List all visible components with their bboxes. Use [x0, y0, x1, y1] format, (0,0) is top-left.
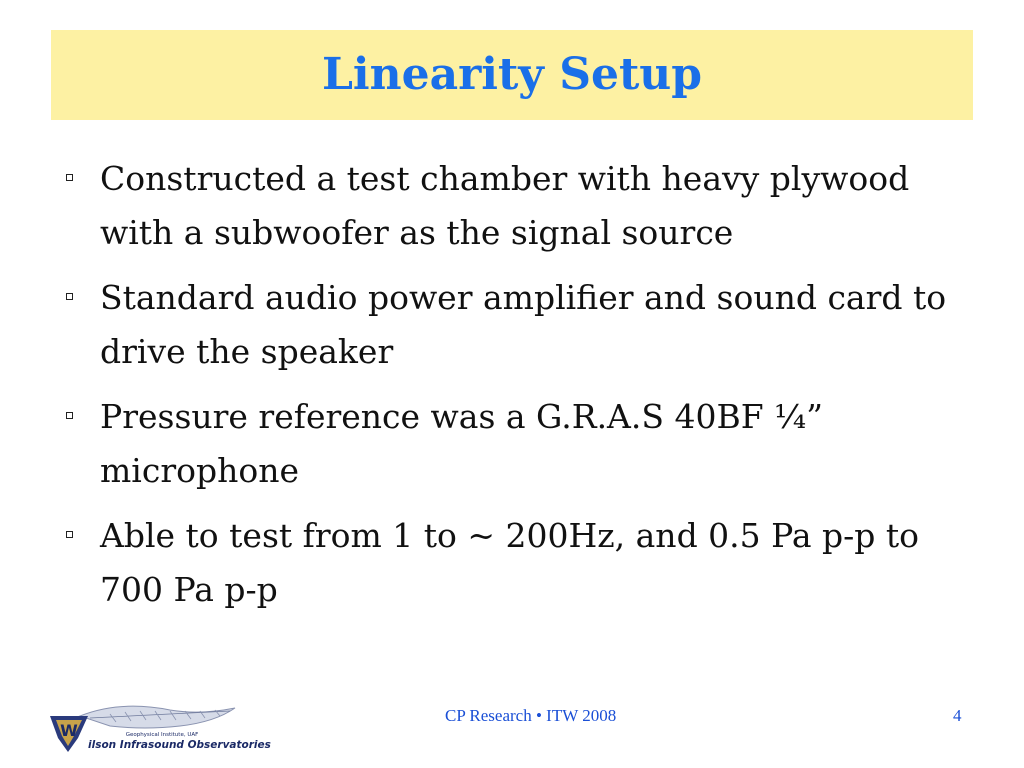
bullet-text: Pressure reference was a G.R.A.S 40BF ¼” microphone: [100, 397, 823, 490]
bullet-text: Able to test from 1 to ~ 200Hz, and 0.5 Pa p-p to 700 Pa p-p: [100, 516, 920, 609]
logo-mark: W: [60, 721, 78, 740]
slide-title: Linearity Setup: [321, 49, 703, 100]
bullet-item: [60, 509, 960, 617]
bullet-square-icon: [66, 293, 73, 300]
logo-name-text: ilson Infrasound Observatories: [88, 739, 271, 751]
bullet-list: [60, 152, 960, 628]
footer-text: CP Research • ITW 2008: [445, 706, 617, 725]
bullet-square-icon: [66, 412, 73, 419]
page-number: 4: [953, 706, 962, 725]
wilson-infrasound-logo: [50, 702, 271, 754]
logo-institute-text: Geophysical Institute, UAF: [125, 732, 199, 738]
bullet-square-icon: [66, 174, 73, 181]
bullet-text: Constructed a test chamber with heavy plywood with a subwoofer as the signal source: [100, 159, 910, 252]
bullet-item: [60, 271, 960, 379]
title-bar: [51, 30, 973, 120]
bullet-item: [60, 390, 960, 498]
bullet-text: Standard audio power amplifier and sound card to drive the speaker: [100, 278, 947, 371]
bullet-item: [60, 152, 960, 260]
bullet-square-icon: [66, 531, 73, 538]
